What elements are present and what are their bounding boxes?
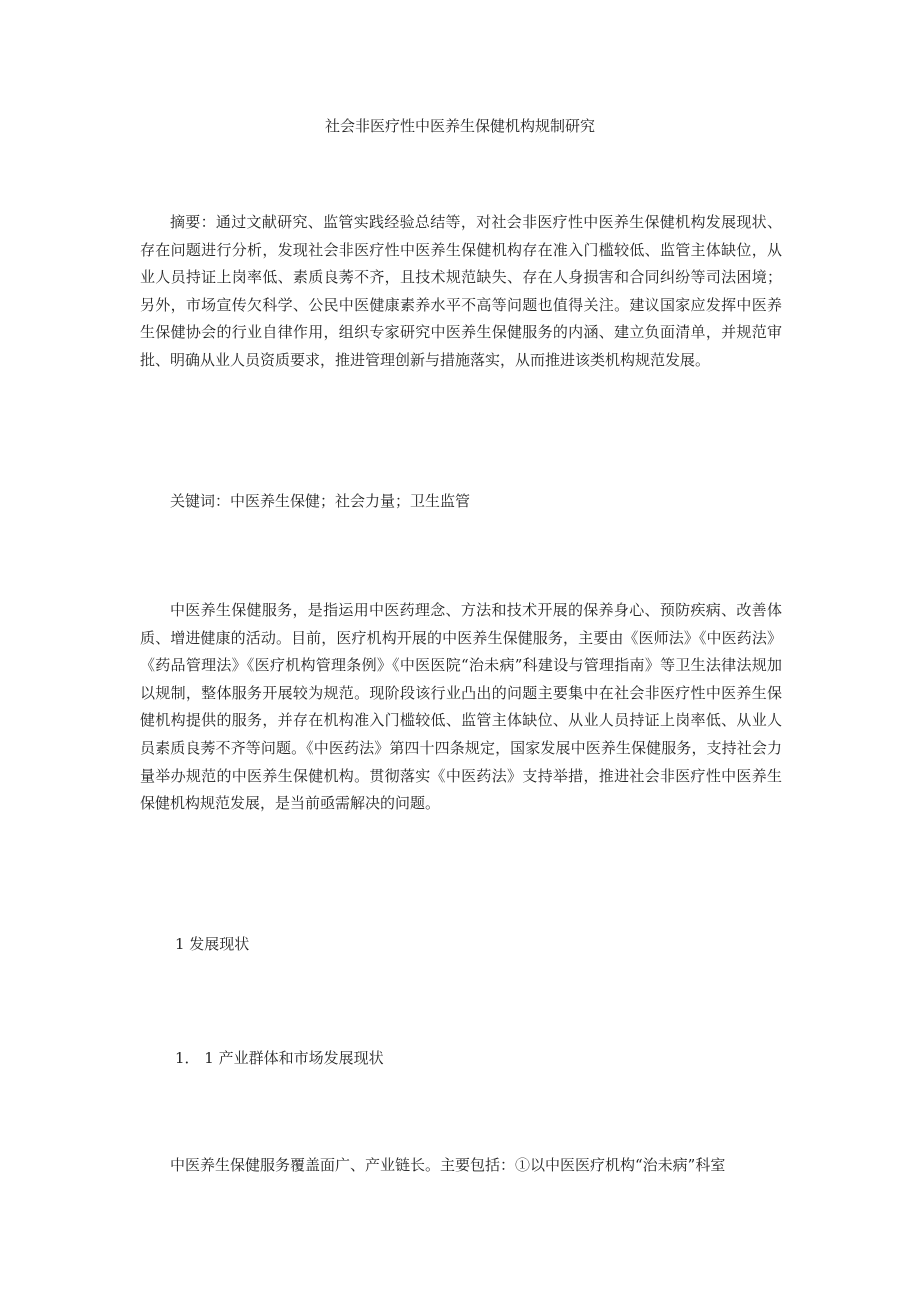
document-title: 社会非医疗性中医养生保健机构规制研究	[324, 117, 595, 135]
abstract-paragraph: 摘要：通过文献研究、监管实践经验总结等，对社会非医疗性中医养生保健机构发展现状、存在问题进行分析，发现社会非医疗性中医养生保健机构存在准入门槛较低、监管主体缺位，从业人员持证上岗率低、素质良莠不齐，且技术规范缺失、存在人身损害和合同纠纷等司法困境；另外，市场宣传欠科学、公民中医健康素养水平不高等问题也值得关注。建议国家应发挥中医养生保健协会的行业自律作用，组织专家研究中医养生保健服务的内涵、建立负面清单，并规范审批、明确从业人员资质要求，推进管理创新与措施落实，从而推进该类机构规范发展。	[140, 213, 782, 369]
section-heading-1-1: 1． 1 产业群体和市场发展现状	[175, 1049, 384, 1067]
section-1-1-paragraph: 中医养生保健服务覆盖面广、产业链长。主要包括：①以中医医疗机构“治未病”科室	[170, 1156, 726, 1174]
introduction-paragraph: 中医养生保健服务，是指运用中医药理念、方法和技术开展的保养身心、预防疾病、改善体质、增进健康的活动。目前，医疗机构开展的中医养生保健服务，主要由《医师法》《中医药法》《药品管理法》《医疗机构管理条例》《中医医院“治未病”科建设与管理指南》等卫生法律法规加以规制，整体服务开展较为规范。现阶段该行业凸出的问题主要集中在社会非医疗性中医养生保健机构提供的服务，并存在机构准入门槛较低、监管主体缺位、从业人员持证上岗率低、从业人员素质良莠不齐等问题。《中医药法》第四十四条规定，国家发展中医养生保健服务，支持社会力量举办规范的中医养生保健机构。贯彻落实《中医药法》支持举措，推进社会非医疗性中医养生保健机构规范发展，是当前亟需解决的问题。	[140, 601, 782, 813]
section-heading-1: 1 发展现状	[175, 935, 250, 953]
keywords-paragraph: 关键词：中医养生保健；社会力量；卫生监管	[170, 492, 471, 510]
